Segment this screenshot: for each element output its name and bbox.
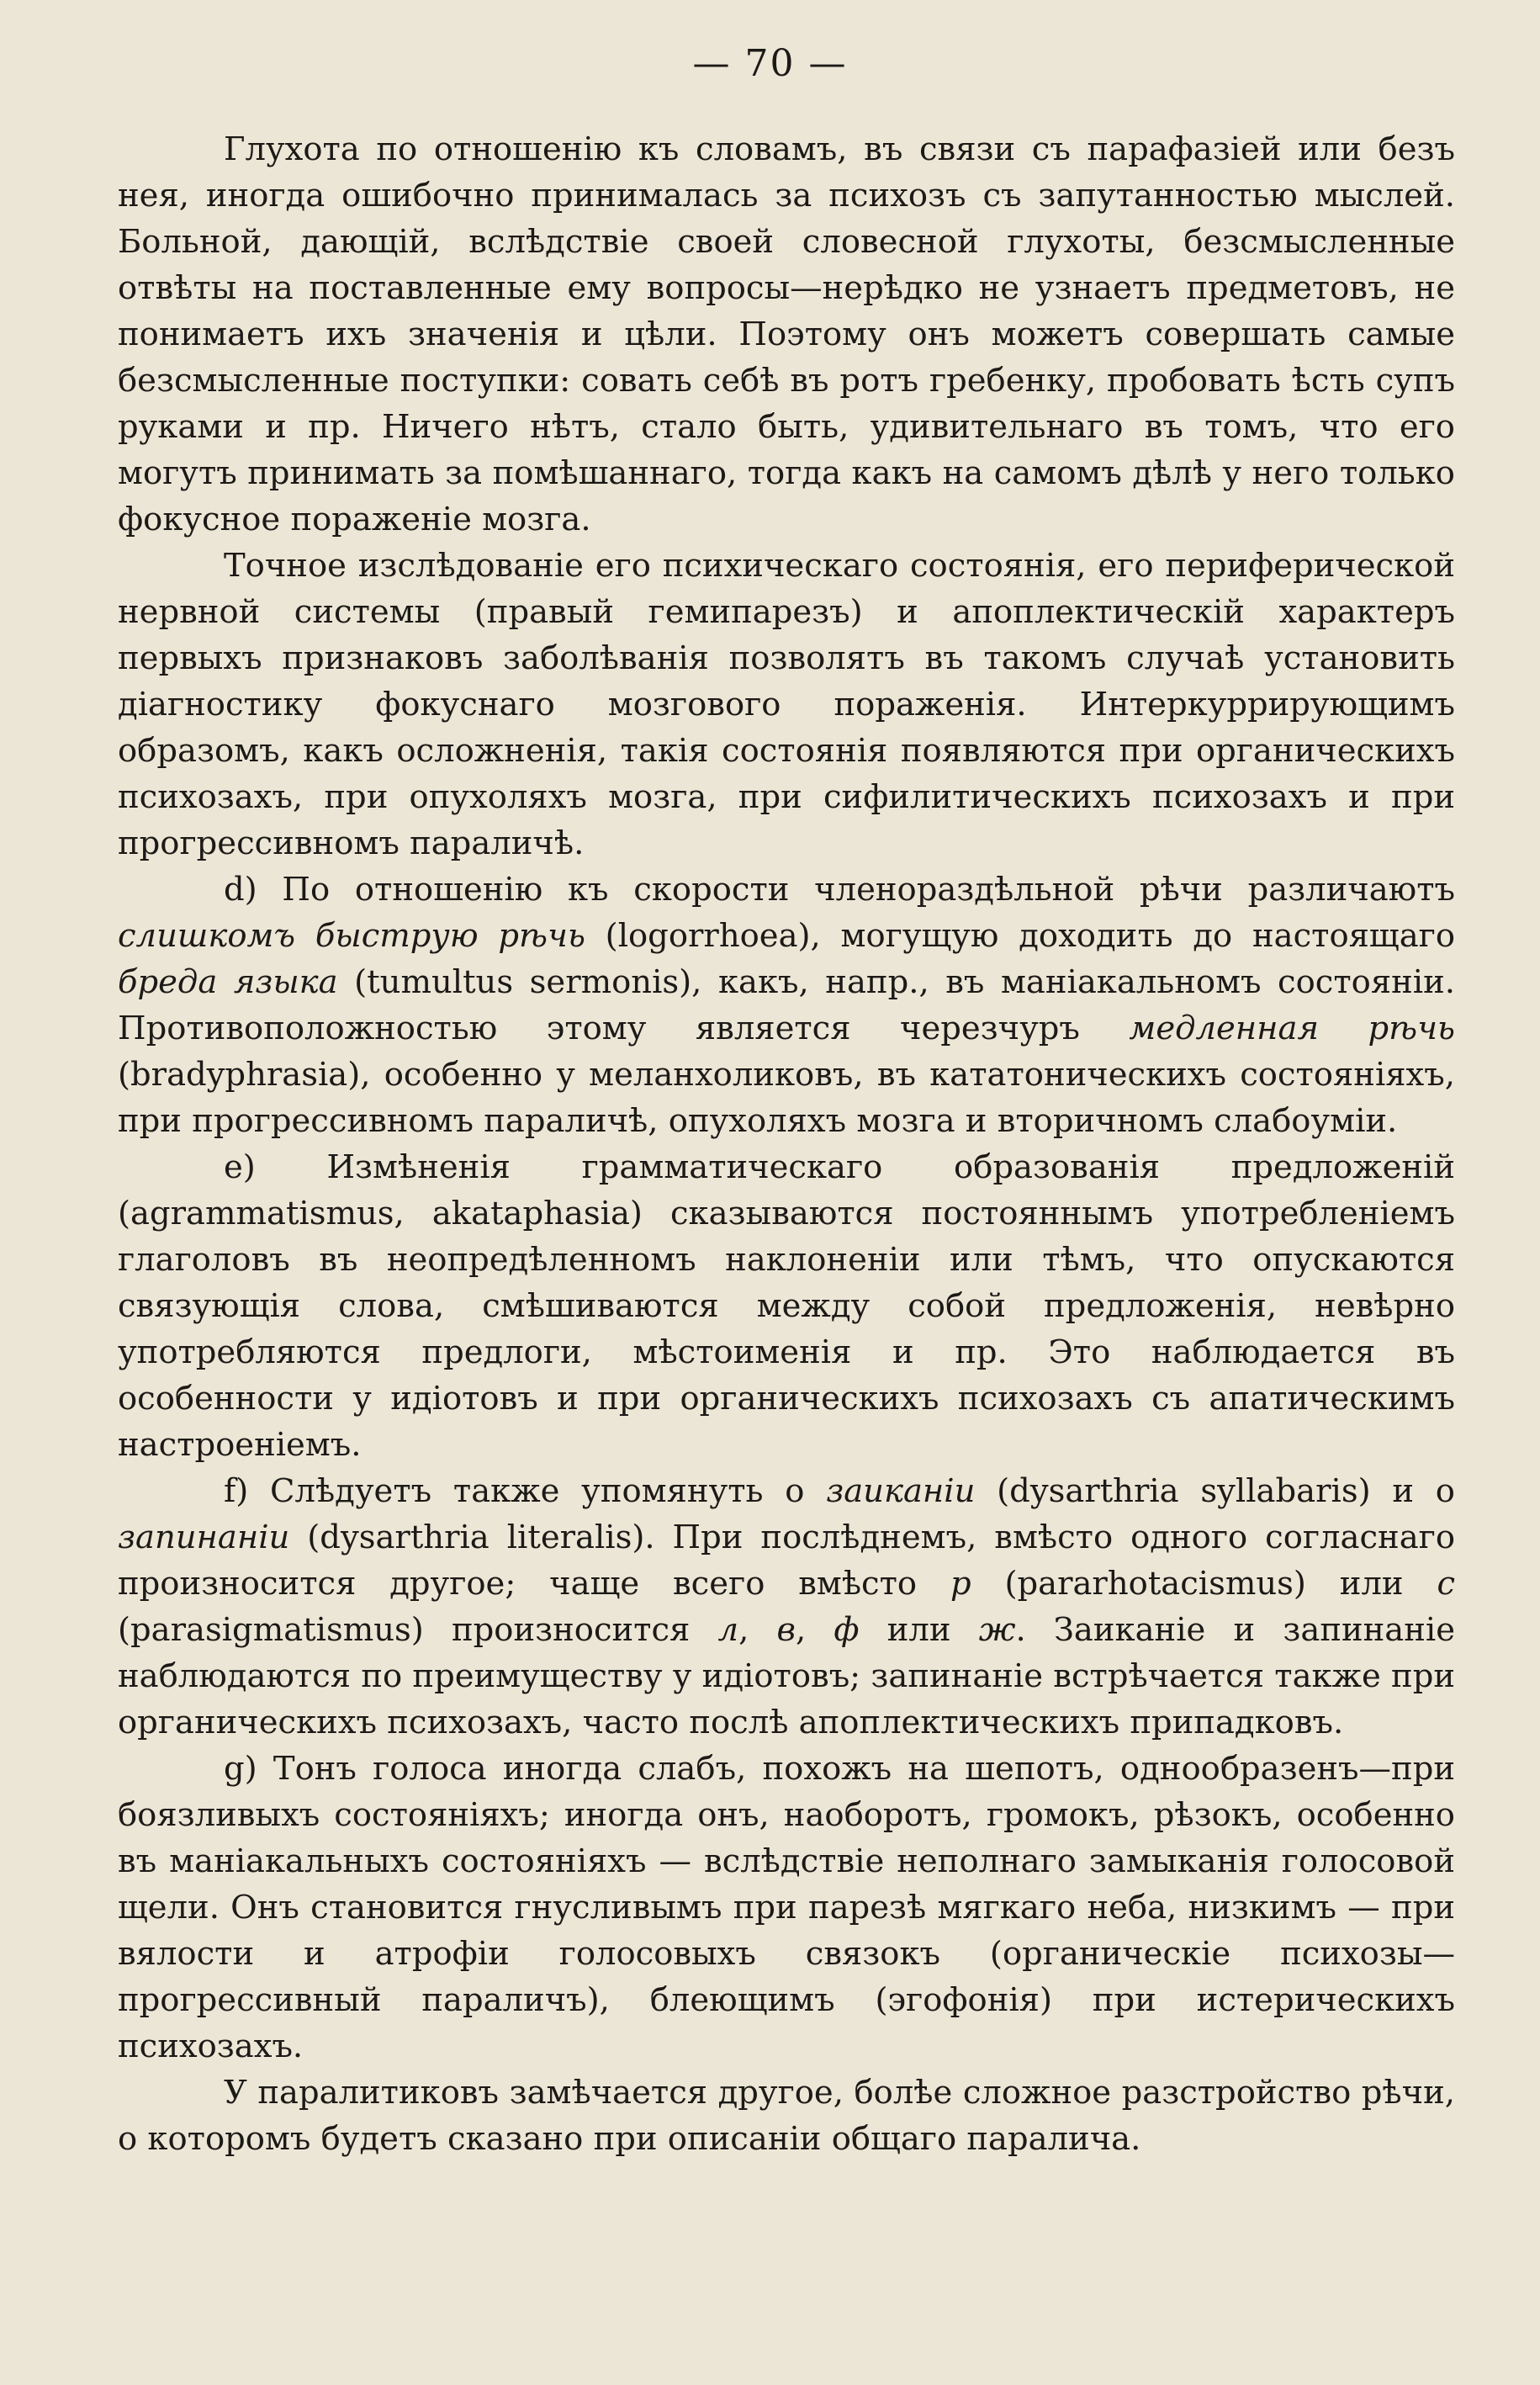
paragraph bbox=[118, 2070, 1455, 2162]
italic-term: л bbox=[717, 1611, 739, 1649]
text-run: d) По отношенію къ скорости членораздѣльной рѣчи различаютъ bbox=[224, 871, 1455, 909]
text-run: У паралитиковъ замѣчается другое, болѣе сложное разстройство рѣчи, о которомъ будетъ сказано при описаніи общаго паралича. bbox=[118, 2074, 1455, 2158]
text-run: (logorrhoea), могущую доходить до настоящаго bbox=[585, 917, 1456, 955]
text-run: Точное изслѣдованіе его психическаго состоянія, его периферической нервной системы (правый гемипарезъ) и апоплектическій характеръ первыхъ признаковъ заболѣванія позволятъ въ такомъ случаѣ установить діагностику фокуснаго мозгового пораженія. Интеркуррирующимъ образомъ, какъ осложненія, такія состоянія появляются при органическихъ психозахъ, при опухоляхъ мозга, при сифилитическихъ психозахъ и при прогрессивномъ параличѣ. bbox=[118, 547, 1455, 862]
paragraph bbox=[118, 867, 1455, 1144]
italic-term: слишкомъ быструю рѣчь bbox=[118, 917, 585, 955]
text-run: (pararhotacismus) или bbox=[971, 1565, 1437, 1603]
text-run: . Заиканіе и запинаніе наблюдаются по преимуществу у идіотовъ; запинаніе встрѣчается также при органическихъ психозахъ, часто послѣ апоплектическихъ припадковъ. bbox=[118, 1611, 1456, 1741]
text-run: (dysarthria literalis). При послѣднемъ, вмѣсто одного согласнаго произносится другое; чаще всего вмѣсто bbox=[118, 1518, 1455, 1603]
text-run: или bbox=[859, 1611, 979, 1649]
italic-term: р bbox=[950, 1565, 971, 1603]
italic-term: с bbox=[1437, 1565, 1455, 1603]
page-number: — 70 — bbox=[692, 42, 848, 85]
text-run: (bradyphrasia), особенно у меланхоликовъ, въ кататоническихъ состояніяхъ, при прогрессивномъ параличѣ, опухоляхъ мозга и вторичномъ слабоуміи. bbox=[118, 1056, 1455, 1140]
text-run: (dysarthria syllabaris) и о bbox=[975, 1472, 1455, 1510]
text-run: Глухота по отношенію къ словамъ, въ связи съ парафазіей или безъ нея, иногда ошибочно принималась за психозъ съ запутанностью мыслей. Больной, дающій, вслѣдствіе своей словесной глухоты, безсмысленные отвѣты на поставленные ему вопросы—нерѣдко не узнаетъ предметовъ, не понимаетъ ихъ значенія и цѣли. Поэтому онъ можетъ совершать самые безсмысленные поступки: совать себѣ въ ротъ гребенку, пробовать ѣсть супъ руками и пр. Ничего нѣтъ, стало быть, удивительнаго въ томъ, что его могутъ принимать за помѣшаннаго, тогда какъ на самомъ дѣлѣ у него только фокусное пораженіе мозга. bbox=[118, 130, 1455, 538]
paragraph bbox=[118, 1746, 1455, 2070]
italic-term: ж bbox=[978, 1611, 1016, 1649]
italic-term: заиканіи bbox=[826, 1472, 976, 1510]
text-run: (tumultus sermonis), какъ, напр., въ маніакальномъ состояніи. Противоположностью этому является черезчуръ bbox=[118, 963, 1455, 1047]
body-text bbox=[118, 126, 1455, 2162]
italic-term: бреда языка bbox=[118, 963, 338, 1001]
italic-term: запинаніи bbox=[118, 1518, 290, 1556]
italic-term: медленная рѣчь bbox=[1129, 1010, 1455, 1047]
text-run: , bbox=[795, 1611, 834, 1649]
paragraph bbox=[118, 543, 1455, 867]
paragraph bbox=[118, 126, 1455, 543]
text-run: f) Слѣдуетъ также упомянуть о bbox=[224, 1472, 827, 1510]
text-run: e) Измѣненія грамматическаго образованія предложеній (agrammatismus, akataphasia) сказываются постояннымъ употребленіемъ глаголовъ въ неопредѣленномъ наклоненіи или тѣмъ, что опускаются связующія слова, смѣшиваются между собой предложенія, невѣрно употребляются предлоги, мѣстоименія и пр. Это наблюдается въ особенности у идіотовъ и при органическихъ психозахъ съ апатическимъ настроеніемъ. bbox=[118, 1148, 1455, 1464]
paragraph bbox=[118, 1144, 1455, 1468]
paragraph bbox=[118, 1468, 1455, 1746]
italic-term: ф bbox=[834, 1611, 860, 1649]
italic-term: в bbox=[776, 1611, 796, 1649]
text-run: (parasigmatismus) произносится bbox=[118, 1611, 718, 1649]
text-run: g) Тонъ голоса иногда слабъ, похожъ на шепотъ, однообразенъ—при боязливыхъ состояніяхъ; иногда онъ, наоборотъ, громокъ, рѣзокъ, особенно въ маніакальныхъ состояніяхъ — вслѣдствіе неполнаго замыканія голосовой щели. Онъ становится гнусливымъ при парезѣ мягкаго неба, низкимъ — при вялости и атрофіи голосовыхъ связокъ (органическіе психозы—прогрессивный параличъ), блеющимъ (эгофонія) при истерическихъ психозахъ. bbox=[118, 1750, 1455, 2065]
text-run: , bbox=[738, 1611, 777, 1649]
